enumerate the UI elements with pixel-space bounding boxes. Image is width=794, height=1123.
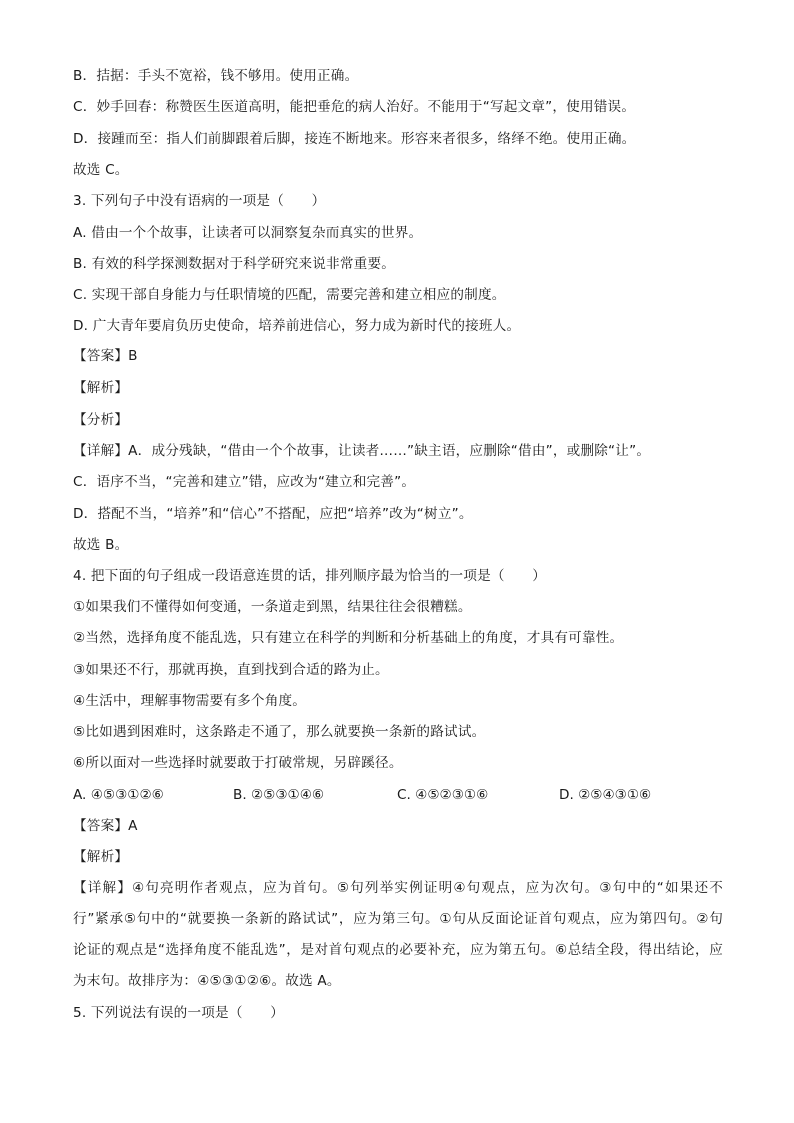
question-4-detail-line: 为末句。故排序为：④⑤③①②⑥。故选 A。 bbox=[73, 973, 341, 989]
question-4-option-d: D. ②⑤④③①⑥ bbox=[559, 787, 652, 803]
question-3-answer: 【答案】B bbox=[73, 348, 138, 364]
question-3-option-b: B. 有效的科学探测数据对于科学研究来说非常重要。 bbox=[73, 256, 396, 272]
question-3-option-d: D. 广大青年要肩负历史使命，培养前进信心，努力成为新时代的接班人。 bbox=[73, 318, 521, 334]
question-3-option-c: C. 实现干部自身能力与任职情境的匹配，需要完善和建立相应的制度。 bbox=[73, 287, 506, 303]
question-4-detail bbox=[73, 879, 723, 1003]
explanation-option-b: B．拮据：手头不宽裕，钱不够用。使用正确。 bbox=[73, 68, 359, 84]
question-4-sentence-6: ⑥所以面对一些选择时就要敢于打破常规，另辟蹊径。 bbox=[73, 755, 403, 771]
question-4-sentence-3: ③如果还不行，那就再换，直到找到合适的路为止。 bbox=[73, 662, 389, 678]
question-4-options bbox=[73, 786, 723, 804]
question-4-sentence-2: ②当然，选择角度不能乱选，只有建立在科学的判断和分析基础上的角度，才具有可靠性。 bbox=[73, 630, 624, 646]
answer-conclusion: 故选 C。 bbox=[73, 162, 129, 178]
question-3-stem: 3. 下列句子中没有语病的一项是（ ） bbox=[73, 193, 326, 209]
question-4-sentence-1: ①如果我们不懂得如何变通，一条道走到黑，结果往往会很糟糕。 bbox=[73, 599, 472, 615]
question-4-option-b: B. ②⑤③①④⑥ bbox=[233, 787, 325, 803]
question-3-analysis-subheading: 【分析】 bbox=[73, 412, 129, 428]
question-4-detail-line: 【详解】④句亮明作者观点，应为首句。⑤句列举实例证明④句观点，应为次句。③句中的“如果还不 bbox=[73, 880, 723, 896]
explanation-option-c: C．妙手回春：称赞医生医道高明，能把垂危的病人治好。不能用于“写起文章”，使用错误。 bbox=[73, 99, 636, 115]
question-3-conclusion: 故选 B。 bbox=[73, 537, 129, 553]
question-3-option-a: A. 借由一个个故事，让读者可以洞察复杂而真实的世界。 bbox=[73, 225, 423, 241]
question-4-option-c: C. ④⑤②③①⑥ bbox=[397, 787, 489, 803]
question-4-answer: 【答案】A bbox=[73, 818, 138, 834]
question-4-detail-line: 论证的观点是“选择角度不能乱选”，是对首句观点的必要补充，应为第五句。⑥总结全段，得出结论，应 bbox=[73, 942, 723, 958]
question-4-analysis-heading: 【解析】 bbox=[73, 849, 129, 865]
question-4-detail-line: 行”紧承⑤句中的“就要换一条新的路试试”，应为第三句。①句从反面论证首句观点，应为第四句。②句 bbox=[73, 911, 723, 927]
question-4-sentence-5: ⑤比如遇到困难时，这条路走不通了，那么就要换一条新的路试试。 bbox=[73, 724, 486, 740]
question-3-detail-a: 【详解】A．成分残缺，“借由一个个故事，让读者……”缺主语，应删除“借由”，或删除“让”。 bbox=[73, 443, 651, 459]
question-3-detail-d: D．搭配不当，“培养”和“信心”不搭配，应把“培养”改为“树立”。 bbox=[73, 506, 473, 522]
explanation-option-d: D．接踵而至：指人们前脚跟着后脚，接连不断地来。形容来者很多，络绎不绝。使用正确。 bbox=[73, 131, 636, 147]
question-5-stem: 5. 下列说法有误的一项是（ ） bbox=[73, 1005, 285, 1021]
question-3-detail-c: C．语序不当，“完善和建立”错，应改为“建立和完善”。 bbox=[73, 474, 416, 490]
question-4-sentence-4: ④生活中，理解事物需要有多个角度。 bbox=[73, 693, 307, 709]
question-4-option-a: A. ④⑤③①②⑥ bbox=[73, 787, 164, 803]
question-3-analysis-heading: 【解析】 bbox=[73, 380, 129, 396]
question-4-stem: 4. 把下面的句子组成一段语意连贯的话，排列顺序最为恰当的一项是（ ） bbox=[73, 568, 547, 584]
